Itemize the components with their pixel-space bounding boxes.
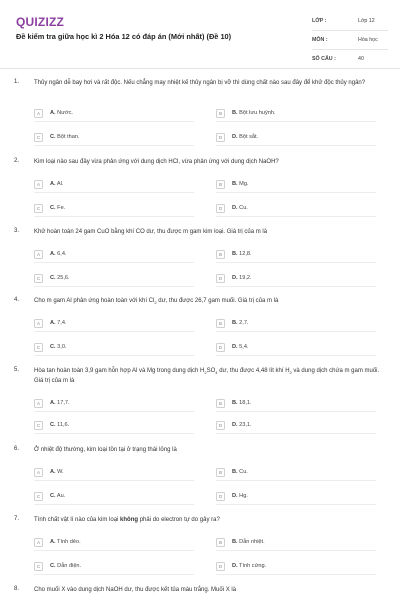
question-number: 3. bbox=[14, 228, 20, 234]
option-letter-box: B bbox=[216, 109, 225, 118]
option-letter-box: C bbox=[34, 343, 43, 352]
option-text: B. 12,8. bbox=[232, 251, 252, 257]
question-text: Tính chất vật lí nào của kim loại không phải do electron tự do gây ra? bbox=[34, 517, 220, 523]
question-text: Cho muối X vào dung dịch NaOH dư, thu được kết tủa màu trắng. Muối X là bbox=[34, 587, 237, 593]
option-b[interactable] bbox=[216, 178, 376, 190]
option-d[interactable] bbox=[216, 490, 376, 502]
option-letter-box: B bbox=[216, 468, 225, 477]
quizizz-logo: QUIZIZZ bbox=[16, 15, 65, 29]
page-title: Đề kiểm tra giữa học kì 2 Hóa 12 có đáp án (Mới nhất) (Đề 10) bbox=[16, 32, 232, 41]
option-letter-box: A bbox=[34, 468, 43, 477]
option-text: A. 6,4. bbox=[50, 251, 67, 257]
question-number: 8. bbox=[14, 586, 20, 592]
option-letter-box: C bbox=[34, 133, 43, 142]
option-c[interactable] bbox=[34, 341, 194, 353]
question-text: Hòa tan hoàn toàn 3,9 gam hỗn hợp Al và Mg trong dung dịch $H_2SO_4$ dư, thu được 4,48 lít khí $H_2$ và dung dịch chứa m gam muối. Giá trị của m là bbox=[34, 368, 380, 385]
option-text: D. 19,2. bbox=[232, 275, 252, 281]
option-text: C. 3,0. bbox=[50, 344, 67, 350]
option-letter-box: C bbox=[34, 421, 43, 430]
option-a[interactable] bbox=[34, 536, 194, 548]
option-text: C. 25,6. bbox=[50, 275, 70, 281]
option-c[interactable] bbox=[34, 490, 194, 502]
question-number: 7. bbox=[14, 516, 20, 522]
option-d[interactable] bbox=[216, 560, 376, 572]
option-c[interactable] bbox=[34, 202, 194, 214]
option-letter-box: C bbox=[34, 492, 43, 501]
question-text: Ở nhiệt độ thường, kim loại tồn tại ở trạng thái lỏng là bbox=[34, 447, 177, 453]
option-text: B. Mg. bbox=[232, 181, 249, 187]
option-c[interactable] bbox=[34, 272, 194, 284]
option-text: B. Cu. bbox=[232, 469, 248, 475]
option-c[interactable] bbox=[34, 131, 194, 143]
option-letter-box: A bbox=[34, 250, 43, 259]
meta-label: SỐ CÂU : bbox=[312, 56, 336, 62]
option-c[interactable] bbox=[34, 419, 194, 431]
option-text: D. 5,4. bbox=[232, 344, 249, 350]
option-text: D. Hg. bbox=[232, 493, 248, 499]
option-a[interactable] bbox=[34, 178, 194, 190]
meta-value: 40 bbox=[358, 56, 364, 62]
meta-label: MÔN : bbox=[312, 37, 328, 43]
option-c[interactable] bbox=[34, 560, 194, 572]
option-letter-box: A bbox=[34, 180, 43, 189]
option-letter-box: D bbox=[216, 274, 225, 283]
option-letter-box: C bbox=[34, 204, 43, 213]
option-letter-box: D bbox=[216, 204, 225, 213]
question-text: Cho m gam Al phản ứng hoàn toàn với khí $Cl_2$ dư, thu được 26,7 gam muối. Giá trị của m là bbox=[34, 298, 279, 306]
meta-label: LỚP : bbox=[312, 18, 327, 24]
option-text: C. Bột than. bbox=[50, 134, 80, 140]
option-text: A. Al. bbox=[50, 181, 64, 187]
option-b[interactable] bbox=[216, 107, 376, 119]
quiz-meta-table bbox=[312, 12, 388, 68]
option-letter-box: B bbox=[216, 319, 225, 328]
question-number: 5. bbox=[14, 367, 20, 373]
meta-value: Hóa học bbox=[358, 37, 378, 43]
option-text: B. Dẫn nhiệt. bbox=[232, 539, 265, 545]
option-letter-box: A bbox=[34, 319, 43, 328]
option-d[interactable] bbox=[216, 341, 376, 353]
option-d[interactable] bbox=[216, 202, 376, 214]
option-a[interactable] bbox=[34, 248, 194, 260]
question-text: Thủy ngân dễ bay hơi và rất độc. Nếu chẳng may nhiệt kế thủy ngân bị vỡ thì dùng chất nào sau đây để khử độc thủy ngân? bbox=[34, 80, 366, 86]
option-text: C. Au. bbox=[50, 493, 66, 499]
option-letter-box: D bbox=[216, 343, 225, 352]
option-text: C. 11,6. bbox=[50, 422, 70, 428]
option-d[interactable] bbox=[216, 131, 376, 143]
option-text: A. Tính dẻo. bbox=[50, 539, 81, 545]
option-a[interactable] bbox=[34, 466, 194, 478]
question-number: 6. bbox=[14, 446, 20, 452]
option-text: C. Dẫn điện. bbox=[50, 563, 82, 569]
question-number: 1. bbox=[14, 79, 20, 85]
option-letter-box: B bbox=[216, 180, 225, 189]
option-letter-box: C bbox=[34, 562, 43, 571]
option-text: A. 7,4. bbox=[50, 320, 67, 326]
option-text: A. 17,7. bbox=[50, 400, 70, 406]
option-text: A. Nước. bbox=[50, 110, 73, 116]
option-text: B. 2,7. bbox=[232, 320, 249, 326]
option-text: B. Bột lưu huỳnh. bbox=[232, 110, 276, 116]
option-text: C. Fe. bbox=[50, 205, 66, 211]
option-b[interactable] bbox=[216, 466, 376, 478]
option-letter-box: C bbox=[34, 274, 43, 283]
option-a[interactable] bbox=[34, 107, 194, 119]
header-divider bbox=[0, 68, 400, 69]
meta-row-count bbox=[312, 50, 388, 68]
option-b[interactable] bbox=[216, 536, 376, 548]
option-letter-box: B bbox=[216, 250, 225, 259]
question-text: Khử hoàn toàn 24 gam CuO bằng khí CO dư, thu được m gam kim loại. Giá trị của m là bbox=[34, 229, 268, 235]
option-d[interactable] bbox=[216, 419, 376, 431]
option-a[interactable] bbox=[34, 317, 194, 329]
option-letter-box: A bbox=[34, 109, 43, 118]
option-letter-box: D bbox=[216, 492, 225, 501]
meta-row-grade bbox=[312, 12, 388, 31]
option-text: D. Bột sắt. bbox=[232, 134, 259, 140]
option-b[interactable] bbox=[216, 317, 376, 329]
question-text: Kim loại nào sau đây vừa phản ứng với dung dịch HCl, vừa phản ứng với dung dịch NaOH? bbox=[34, 159, 279, 165]
option-b[interactable] bbox=[216, 248, 376, 260]
option-d[interactable] bbox=[216, 272, 376, 284]
option-b[interactable] bbox=[216, 397, 376, 409]
option-letter-box: A bbox=[34, 399, 43, 408]
question-number: 4. bbox=[14, 297, 20, 303]
option-letter-box: D bbox=[216, 562, 225, 571]
option-letter-box: A bbox=[34, 538, 43, 547]
question-number: 2. bbox=[14, 158, 20, 164]
meta-value: Lớp 12 bbox=[358, 18, 375, 24]
option-letter-box: B bbox=[216, 538, 225, 547]
option-letter-box: D bbox=[216, 133, 225, 142]
option-a[interactable] bbox=[34, 397, 194, 409]
option-text: A. W. bbox=[50, 469, 64, 475]
option-text: D. Cu. bbox=[232, 205, 248, 211]
option-text: B. 18,1. bbox=[232, 400, 252, 406]
option-letter-box: B bbox=[216, 399, 225, 408]
option-text: D. Tính cứng. bbox=[232, 563, 267, 569]
meta-row-subject bbox=[312, 31, 388, 50]
option-letter-box: D bbox=[216, 421, 225, 430]
quiz-header bbox=[0, 0, 400, 70]
option-text: D. 23,1. bbox=[232, 422, 252, 428]
